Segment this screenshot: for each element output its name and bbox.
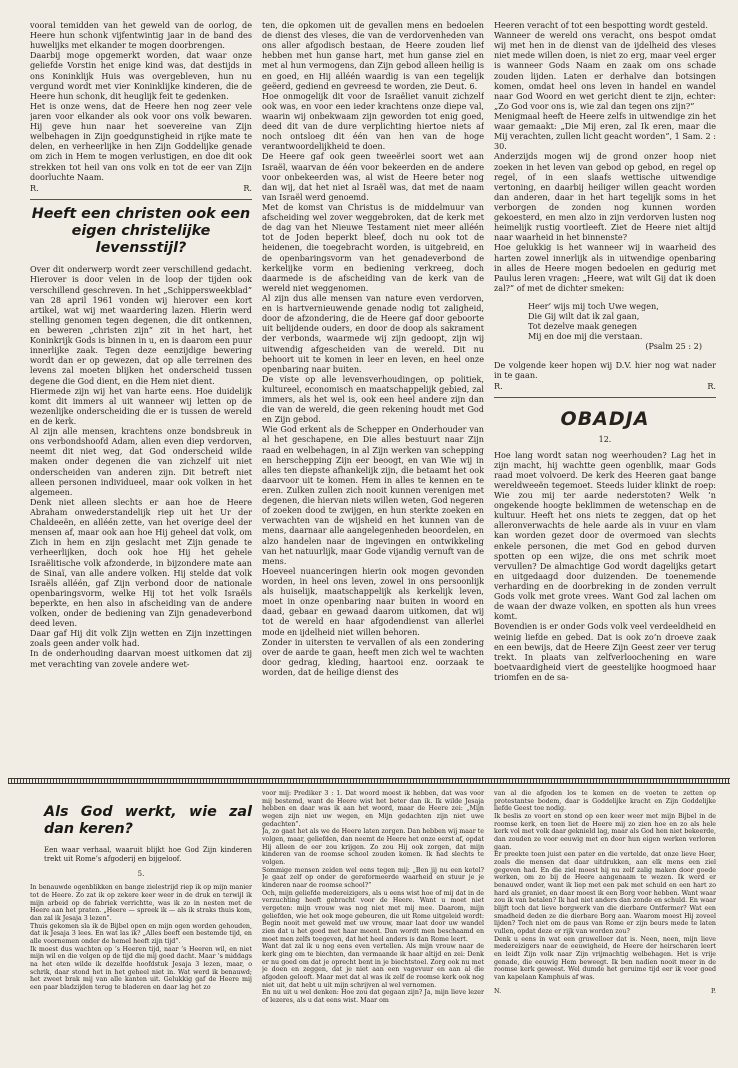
paragraph: Thuis gekomen sla ik de Bijbel open en mijn ogen worden gehouden, dat ik Jesaja 3 lees. En wat las ik? „Alles beeft een bestemde tijd, en alle voornemen onder de hemel heeft zijn tijd”. (30, 922, 252, 946)
paragraph: Hoe gelukkig is het wanneer wij in waarheid des harten zowel innerlijk als in uitwendige openbaring in alles de Heere mogen bedoelen en gedurig met Paulus leren vragen: „Heere, wat wilt Gij dat ik doen zal?” of met de dichter smeken: (494, 242, 716, 293)
paragraph: van al die afgoden los te komen en de voeten te zetten op protestantse bodem, daar is Goddelijke kracht en Zijn Goddelijke liefde Geest toe nodig. (494, 790, 716, 813)
episode-number: 5. (137, 869, 145, 878)
paragraph: Over dit onderwerp wordt zeer verschillend gedacht. Hierover is door velen in de loop der tijden ook verschillend geschreven. In het „Schippersweekblad” van 28 april 1961 vonden wij hierover een kort artikel, wat wij met waardering lazen. Hierin werd stelling genomen tegen degenen, die dit ontkennen, en beweren „christen zijn” zit in het hart, het Koninkrijk Gods is binnen in u, en is daarom een puur innerlijke zaak. Tegen deze eenzijdige bewering wordt dan er op gewezen, dat op alle terreinen des levens zal moeten blijken het onderscheid tussen degene die God dient, en die Hem niet dient. (30, 264, 252, 386)
psalm-quote (494, 301, 716, 352)
paragraph: Hoe onmogelijk dit voor de Israëliet vanuit zichzelf ook was, en voor een ieder krachtens onze diepe val, waarin wij onbekwaam zijn geworden tot enig goed, deed dit van de dure verplichting hiertoe niets af noch ontsloeg dit één van hen van de hoge verantwoordelijkheid te doen. (262, 90, 484, 152)
intro-paragraph: vooral temidden van het geweld van de oorlog, de Heere hun schonk vijfentwintig jaar in de band des huwelijks met elkander te mogen doorbrengen. (30, 20, 252, 51)
paragraph: In de onderhouding daarvan moest uitkomen dat zij met verachting van zovele andere wet- (30, 648, 252, 669)
signature (494, 988, 716, 996)
paragraph: Heeren veracht of tot een bespotting wordt gesteld. (494, 20, 708, 30)
signature-left: R. (30, 182, 39, 193)
paragraph: Hoe lang wordt satan nog weerhouden? Lag het in zijn macht, hij wachtte geen ogenblik, maar Gods raad moet volvoerd. De kerk des Heeren gaat bange wereldweeën tegemoet. Steeds luider klinkt de roep: Wie zou mij ter aarde nederstoten? Welk ’n ongekende hoogte beklimmen de wetenschap en de kultuur. Heeft het ons niets te zeggen, dat op het alleronverwachts de hele aarde als in vuur en vlam kan worden gezet door de overmoed van slechts enkele personen, die met God en gebod durven spotten op een wijze, die ons met schrik moet vervullen? De almachtige God wordt dagelijks getart en uitgedaagd door duizenden. De toenemende verharding en de doorbreking in de zonden verrult Gods volk met grote vrees. Want God zal lachen om de waan der dwaze volken, en spotten als hun vrees komt. (494, 449, 716, 622)
paragraph: In benauwde ogenblikken en bange zielestrijd riep ik op mijn manier tot de Heere. Zo zat ik op zekere keer weer in de druk en terwijl ik mijn arbeid op de fabriek verrichtte, was ik zo in nesten met de Heere aan het praten. „Heere — spreek ik — als ik straks thuis kom, dan zal ik Jesaja 3 lezen”. (30, 884, 252, 923)
paragraph: voor mij: Prediker 3 : 1. Dat woord moest ik hebben, dat was voor mij bestemd, want de Heere wist het beter dan ik. Ik wilde Jesaja hebben en daar was ik aan het woord, maar de Heere zei: „Mijn wegen zijn niet uw wegen, en Mijn gedachten zijn niet uwe gedachten”. (262, 790, 484, 828)
paragraph: Daar gaf Hij dit volk Zijn wetten en Zijn inzettingen zoals geen ander volk had. (30, 628, 252, 649)
signature-left: N. (494, 987, 502, 995)
section-rule (494, 397, 716, 398)
signature-right: P. (711, 987, 716, 995)
bottom-column-2 (262, 790, 484, 1052)
bottom-column-3 (494, 790, 716, 1052)
paragraph: Och, mijn geliefde medereizigers, als u eens wist hoe of mij dat in de verzuchting heeft gebracht voor de Heere. Want u moet niet vergeten: mijn vrouw was nog niet met mij mee. Daarom, mijn geliefden, wie het ook moge gebeuren, die uit Rome uitgeleid wordt: Begin nooit met geweld met uw vrouw, maar laat door uw wandel zien dat u het goed met haar meent. Dan wordt men beschaamd en moet men zelfs toegeven, dat het heel anders is dan Rome leert. (262, 889, 484, 943)
column-3 (494, 20, 716, 772)
paragraph: Al zijn alle mensen, krachtens onze bondsbreuk in ons verbondshoofd Adam, alien even diep verdorven, neemt dit niet weg, dat God onderscheid wilde maken onder degenen die van zichzelf uit niet onderscheiden van anderen zijn. Dit betreft niet alleen personen individueel, maar ook volken in het algemeen. (30, 426, 252, 497)
psalm-reference: (Psalm 25 : 2) (645, 341, 702, 352)
poem-line: Die Gij wilt dat ik zal gaan, (528, 311, 640, 322)
article-heading-levensstijl: Heeft een christen ook een eigen christelijke levensstijl? (31, 205, 251, 257)
paragraph: Want dat zal ik u nog eens even vertellen. Als mijn vrouw naar de kerk ging om te biechten, dan vermaande ik haar altijd en zei: Denk er nu goed om dat je oprecht bent in je biechtstoel. Zorg ook nu met je doen en zeggen, dat je niet aan een vagevuur en aan al die afgoden gelooft. Maar met dat al was ik zelf de roomse kerk ook nog niet uit, dat hebt u uit mijn schrijven al wel vernomen. (262, 943, 484, 989)
paragraph: De viste op alle levensverhoudingen, op politiek, kultureel, economisch en maatschappelijk gebied, zal immers, als het wel is, ook een heel andere zijn dan die van de wereld, die geen rekening houdt met God en Zijn gebod. (262, 373, 484, 425)
paragraph: Denk u eens in wat een gruwelloer dat is. Neen, neen, mijn lieve medereizigers naar de eeuwigheid, de Heere der heirscharen leert en leidt Zijn volk naar Zijn vrijmachtig welbehagen. Het is vrije genade, die eeuwig Hem beweegt. Ik ben nadien nooit meer in de roomse kerk geweest. Wel dumde het geruime tijd eer ik voor goed van kapelaan Kamphuis af was. (494, 935, 716, 982)
paragraph: Met de komst van Christus is de middelmuur van afscheiding wel zover weggebroken, dat de kerk met de dag van het Nieuwe Testament niet meer alléén tot de Joden beperkt bleef, doch nu ook tot de heidenen, die toegebracht worden, is uitgebreid, en de openbaringsvorm van het genadeverbond de kerkelijke vorm en bediening verkreeg, doch daarmede is de afscheiding van de kerk van de wereld niet weggenomen. (262, 201, 484, 293)
poem-line: Mij en doe mij die verstaan. (528, 331, 643, 342)
paragraph: De volgende keer hopen wij D.V. hier nog wat nader in te gaan. (494, 359, 716, 380)
paragraph: Hoeveel nuanceringen hierin ook mogen gevonden worden, in heel ons leven, zowel in ons persoonlijk als huiselijk, maatschappelijk als kerkelijk leven, moet in onze openbaring naar buiten in woord en daad, gebaar en gewaad daarom uitkomen, dat wij tot de wereld en haar afgodendienst van allerlei mode en ijdelheid niet willen behoren. (262, 565, 484, 637)
chapter-number: 12. (598, 434, 612, 444)
article-heading-obadja: OBADJA (560, 407, 650, 430)
poem-line: Tot dezelve maak genegen (528, 321, 637, 332)
horizontal-divider (8, 778, 730, 784)
section-rule (30, 199, 252, 200)
paragraph: Menigmaal heeft de Heere zelfs in uitwendige zin het waar gemaakt: „Die Mij eren, zal Ik eren, maar die Mij verachten, zullen licht geacht worden”, 1 Sam. 2 : 30. (494, 110, 716, 152)
paragraph: Daarbij moge opgemerkt worden, dat waar onze geliefde Vorstin het enige kind was, dat destijds in ons Koninklijk Huis was overgebleven, hun nu vergund wordt met vier Koninklijke kinderen, die de Heere hun schonk, dit heuglijk feit te gedenken. (30, 50, 252, 101)
paragraph: De Heere gaf ook geen tweeërlei soort wet aan Israël, waarvan de één voor bekeerden en de andere voor onbekeerden was, al wist de Heere beter nog dan wij, dat het niet al Israël was, dat met de naam van Israël werd genoemd. (262, 151, 484, 202)
paragraph: Bovendien is er onder Gods volk veel verdeeldheid en weinig liefde en gebed. Dat is ook zo’n droeve zaak en een bewijs, dat de Heere Zijn Geest zeer ver terug trekt. In plaats van zelfverloochening en ware boetvaardigheid viert de geestelijke hoogmoed haar triomfen en de sa- (494, 621, 716, 682)
column-2 (262, 20, 484, 772)
paragraph: Wanneer de wereld ons veracht, ons bespot omdat wij met hen in de dienst van de ijdelheid des vleses niet mede willen doen, is niet zo erg, maar veel erger is wanneer Gods Naam en zaak om ons schade zouden lijden. Laten er derhalve dan botsingen komen, omdat heel ons leven in handel en wandel naar God Woord en wet gericht dient te zijn, echter: „Zo God voor ons is, wie zal dan tegen ons zijn?” (494, 30, 716, 111)
paragraph: En nu uit u wel denken: Hoe zou dat gegaan zijn? Ja, mijn lieve lezer of lezeres, als u dat eens wist. Maar om (262, 989, 484, 1005)
column-1 (30, 20, 252, 772)
signature-right: R. (707, 380, 716, 391)
signature-left: R. (494, 380, 503, 391)
signature (494, 381, 716, 391)
paragraph: Denk niet alleen slechts er aan hoe de Heere Abraham onwederstandelijk riep uit het Ur der Chaldeeën, en alléén zette, van het overige deel der mensen af, maar ook aan hoe Hij geheel dat volk, om Zich in hem en zijn geslacht met Zijn genade te verheerlijken, doch ook hoe Hij het gehele Israëlitische volk afzonderde, in bijzondere mate aan de Sinaï, van alle andere volken. Hij stelde dat volk Israëls alléén, gaf Zijn verbond door de nationale openbaringsvorm, welke Hij tot het volk Israëls beperkte, en hen also in afscheiding van de andere volken, onder de bediening van Zijn genadeverbond deed leven. (30, 496, 252, 629)
paragraph: Ik moest dus wachten op ’s Heeren tijd, naar ’s Heeren wil, en niet mijn wil en die volgen op de tijd die mij goed dacht. Maar ’s middags na het eten wilde ik dezelfde hoofdstuk Jesaja 3 lezen, maar, o schrik, daar stond het in het geheel niet in. Wat werd ik benauwd; het zweet brak mij van alle kanten uit. Gelukkig gaf de Heere mij een paar bladzijden terug te bladeren en daar lag het zo (30, 945, 252, 992)
poem-line: Heer’ wijs mij toch Uwe wegen, (528, 300, 659, 311)
paragraph: Ja, zo gaat het als we de Heere laten zorgen. Dan hebben wij maar te volgen, maar, geliefden, dan neemt de Heere het onze eerst af, opdat Hij alleen de eer zou krijgen. Zo zou Hij ook zorgen, dat mijn kinderen van de roomse school zouden komen. Ik had slechts te volgen. (262, 828, 484, 867)
paragraph: ten, die opkomen uit de gevallen mens en bedoelen de dienst des vleses, die van de verdorvenheden van ons aller afgodisch bestaan, de Heere zouden lief hebben met hun ganse hart, met hun ganse ziel en met al hun vermogens, dan Zijn gebod alleen heilig is en goed, en Hij alléén waardig is van een tegelijk geëerd, gediend en gevreesd te worden, zie Deut. 6. (262, 20, 484, 91)
bottom-column-1 (30, 790, 252, 1052)
paragraph: Hiermede zijn wij het van harte eens. Hoe duidelijk komt dit immers al uit wanneer wij letten op de wezenlijke onderscheiding die er is tussen de wereld en de kerk. (30, 385, 252, 426)
paragraph: Er preekte toen juist een pater en die vertelde, dat onze lieve Heer, zoals die mensen dat daar uitdrukken, aan elk mens een ziel gegeven had. En die ziel moest hij nu zelf zalig maken door goede werken, om zo bij de Heere aangenaam te wezen. Ik werd er benauwd onder, want ik liep met een pak met schuld en een hart zo hard als graniet, en daar moest ik een Borg voor hebben. Want waar zou ik van betalen? Ik had niet anders dan zonde en schuld. En waar blijft toch dat lieve borgwerk van die dierbare Ontfermer? Wat een smadheid deden ze die dierbare Borg aan. Waarom moest Hij zoveel lijden? Toch niet om de paus van Rome er zijn beurs mede te laten vullen, opdat deze er rijk van worden zou? (494, 851, 716, 936)
paragraph: Al zijn dus alle mensen van nature even verdorven, en is hartvernieuwende genade nodig tot zaligheid, door de afzondering, die de Heere gaf door geboorte uit belijdende ouders, en door de doop als sakrament der verbonds, waarmede wij zijn gedoopt, zijn wij uitwendig afgescheiden van de wereld. Dit nu behoort uit te komen in leer en leven, en heel onze openbaring naar buiten. (262, 292, 484, 374)
article-heading-als-god-werkt: Als God werkt, wie zal dan keren? (44, 804, 252, 838)
paragraph: Sommige mensen zeiden wel eens tegen mij: „Ben jij nu een ketel? Je gaat zelf op onder de gereformeerde waarheid en stuur je je kinderen naar de roomse school?” (262, 866, 484, 890)
signature (30, 183, 252, 193)
signature-right: R. (243, 182, 252, 193)
article-subtitle: Een waar verhaal, waaruit blijkt hoe God Zijn kinderen trekt uit Rome’s afgoderij en bijgeloof. (44, 846, 252, 864)
paragraph: Ik beslis zo voort en stond op een keer weer met mijn Bijbel in de roomse kerk, en toen liet de Heere mij zo zien hoe en zo als hele kerk vol met volk daar geknield lag, maar als God hen niet bekeerde, dan zouden ze voor eeuwig met en door hun eigen werken verloren gaan. (494, 813, 716, 851)
paragraph: Het is onze wens, dat de Heere hen nog zeer vele jaren voor elkander als ook voor ons volk bewaren. Hij geve hun naar het soevereine van Zijn welbehagen in Zijn goedgunstigheid in rijke mate te delen, en verheerlijke in hen Zijn Goddelijke genade om zich in Hem te mogen verlustigen, en doe dit ook strekken tot heil van ons volk en tot de eer van Zijn doorluchte Naam. (30, 100, 252, 182)
paragraph: Wie God erkent als de Schepper en Onderhouder van al het geschapene, en Die alles bestuurt naar Zijn raad en welbehagen, in al Zijn werken van schepping en herschepping Zijn eer beoogt, en van Wie wij in alles ten diepste afhankelijk zijn, die betaamt het ook daarvoor uit te komen. Hem in alles te kennen en te eren. Zulken zullen zich nooit kunnen verenigen met degenen, die hiervan niets willen weten, God negeren of zoeken dood te zwijgen, en hun sterkte zoeken en verwachten van de wijsheid en het kunnen van de mens, daarnaar alle aangelegenheden beoordelen, en alzo handelen naar de ingevingen en ontwikkeling van het natuurlijk, maar Gode vijandig vernuft van de mens. (262, 424, 484, 566)
paragraph: Zonder in uitersten te vervallen of als een zondering over de aarde te gaan, heeft men zich wel te wachten door gedrag, kleding, haartooi enz. oorzaak te worden, dat de heilige dienst des (262, 636, 484, 677)
paragraph: Anderzijds mogen wij de grond onzer hoop niet zoeken in het leven van gebod op gebod, en regel op regel, of in een slaafs wettische uitwendige vertoning, en daarbij heiliger willen geacht worden dan anderen, daar in het hart tegelijk soms in het verborgen de zonden nog kunnen worden gekoesterd, en men alzo in zijn verdorven lusten nog heimelijk rustig voortleeft. Ziet de Heere niet altijd naar waarheid in het binnenste? (494, 151, 716, 243)
